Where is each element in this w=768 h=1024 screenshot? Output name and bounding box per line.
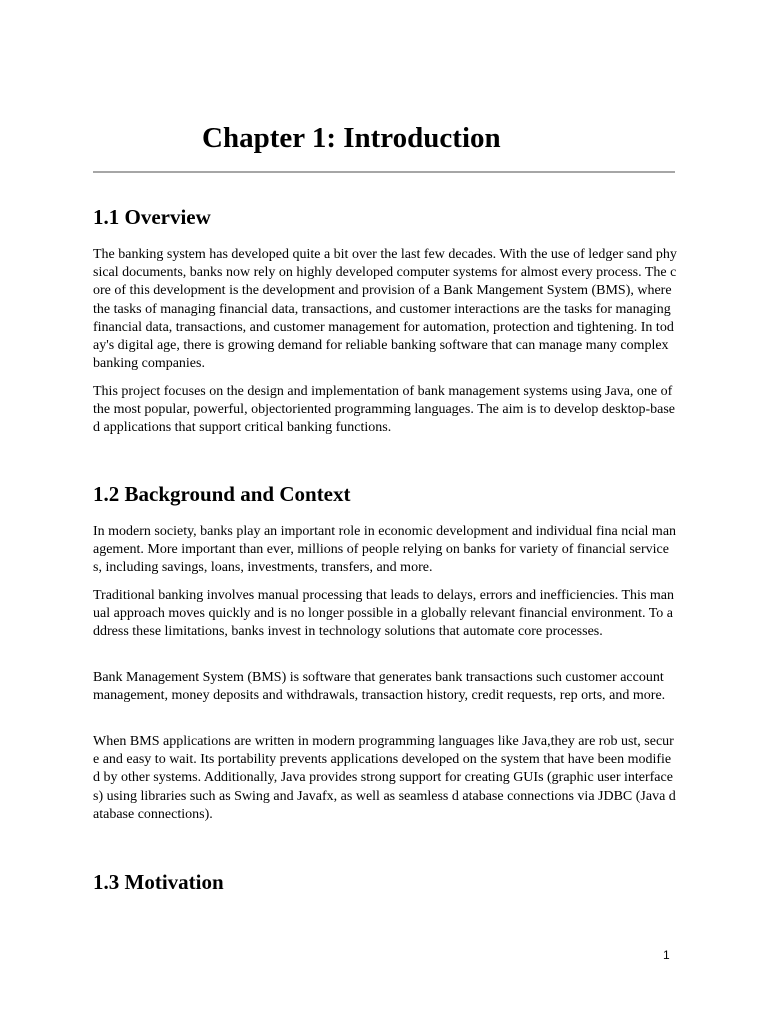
background-paragraph: In modern society, banks play an important role in economic development and individual fina ncial management. More important than ever, millions of people relying on banks for variety of financial services, including savings, loans, investments, transfers, and more. [93,524,677,576]
title-divider [93,171,675,173]
background-paragraph: When BMS applications are written in modern programming languages like Java,they are rob ust, secure and easy to wait. Its portability prevents applications developed on the system that have been modified by other systems. Additionally, Java provides strong support for creating GUIs (graphic user interfaces) using libraries such as Swing and Javafx, as well as seamless d atabase connections via JDBC (Java database connections). [93,734,676,822]
section-heading-overview: 1.1 Overview [93,205,211,229]
chapter-title: Chapter 1: Introduction [202,122,501,154]
overview-paragraph: This project focuses on the design and implementation of bank management systems using Java, one of the most popular, powerful, objectoriented programming languages. The aim is to develop desktop-based applications that support critical banking functions. [93,384,675,436]
page-number: 1 [663,948,670,962]
background-paragraph: Traditional banking involves manual processing that leads to delays, errors and inefficiencies. This manual approach moves quickly and is no longer possible in a globally relevant financial environment. To address these limitations, banks invest in technology solutions that automate core processes. [93,588,674,640]
section-heading-motivation: 1.3 Motivation [93,870,224,894]
overview-paragraph: The banking system has developed quite a bit over the last few decades. With the use of ledger sand physical documents, banks now rely on highly developed computer systems for almost every process. The core of this development is the development and provision of a Bank Mangement System (BMS), where the tasks of managing financial data, transactions, and customer interactions are the tasks for managing financial data, transactions, and customer management for automation, protection and tightening. In today's digital age, there is growing demand for reliable banking software that can manage many complex banking companies. [93,247,677,372]
background-paragraph: Bank Management System (BMS) is software that generates bank transactions such customer account management, money deposits and withdrawals, transaction history, credit requests, rep orts, and more. [93,670,666,704]
section-heading-background: 1.2 Background and Context [93,482,351,506]
